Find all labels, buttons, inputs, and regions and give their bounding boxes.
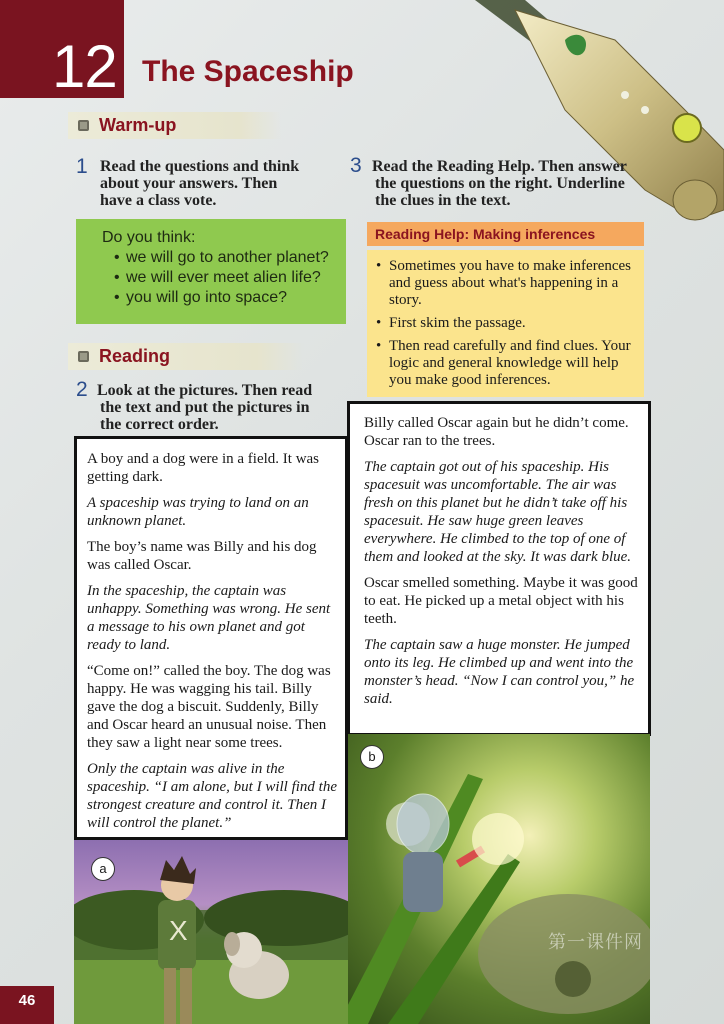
story-paragraph: “Come on!” called the boy. The dog was happy. He was wagging his tail. Billy gave the dog a biscuit. Suddenly, Billy and Oscar heard an unusual noise. Then they saw a light near some trees. bbox=[87, 663, 331, 751]
story-paragraph: Billy called Oscar again but he didn’t come. Oscar ran to the trees. bbox=[364, 415, 629, 449]
reading-help-title: Reading Help: Making inferences bbox=[367, 222, 644, 246]
warmup-label: Warm-up bbox=[99, 115, 177, 135]
question-item: • you will go into space? bbox=[114, 288, 346, 308]
watermark: 第一课件网 bbox=[548, 932, 643, 952]
picture-a-label: a bbox=[91, 857, 115, 881]
picture-b bbox=[348, 734, 650, 1024]
story-paragraph: A spaceship was trying to land on an unknown planet. bbox=[87, 495, 309, 529]
reading-help-item: • Then read carefully and find clues. Your logic and general knowledge will help you make good inferences. bbox=[371, 338, 636, 389]
reading-help-item: • Sometimes you have to make inferences and guess about what's happening in a story. bbox=[371, 258, 636, 309]
reading-help-box bbox=[367, 250, 644, 397]
page-title: The Spaceship bbox=[142, 55, 354, 88]
svg-text:X: X bbox=[169, 915, 188, 946]
question-intro: Do you think: bbox=[102, 229, 196, 246]
story-paragraph: The captain saw a huge monster. He jumped onto its leg. He climbed up and went into the monster’s head. “Now I can control you,” he said. bbox=[364, 637, 635, 707]
reading-label: Reading bbox=[99, 346, 171, 366]
task-1-number: 1 bbox=[76, 155, 88, 178]
task-1-line: have a class vote. bbox=[100, 192, 217, 209]
boy-and-dog-illustration bbox=[74, 840, 348, 1024]
story-box-right bbox=[347, 401, 651, 736]
story-paragraph: Only the captain was alive in the spaceship. “I am alone, but I will find the strongest creature and control it. Then I will control the planet.” bbox=[87, 761, 337, 831]
story-box-left bbox=[74, 436, 348, 840]
task-2-line: Look at the pictures. Then read bbox=[97, 382, 313, 399]
section-bullet-icon bbox=[78, 351, 89, 362]
question-item: • we will go to another planet? bbox=[114, 248, 346, 268]
captain-on-leaf-illustration bbox=[348, 734, 650, 1024]
task-1-instructions bbox=[100, 158, 340, 209]
unit-number: 12 bbox=[52, 33, 117, 100]
section-bullet-icon bbox=[78, 120, 89, 131]
task-2-line: the text and put the pictures in bbox=[100, 399, 310, 416]
task-3-instructions bbox=[372, 158, 672, 209]
warmup-question-box bbox=[76, 219, 346, 324]
task-2-number: 2 bbox=[76, 378, 88, 401]
reading-section-header bbox=[68, 343, 304, 370]
task-2-instructions bbox=[97, 382, 347, 433]
story-paragraph: The captain got out of his spaceship. His spacesuit was uncomfortable. The air was fresh on this planet but he didn’t take off his spacesuit. He saw huge green leaves everywhere. He climbed to the top of one of them and looked at the sky. It was dark blue. bbox=[364, 459, 632, 565]
reading-help-item: • First skim the passage. bbox=[371, 315, 636, 332]
task-1-line: about your answers. Then bbox=[100, 175, 278, 192]
page-number: 46 bbox=[18, 992, 36, 1009]
task-3-line: Read the Reading Help. Then answer bbox=[372, 158, 627, 175]
task-3-line: the questions on the right. Underline bbox=[375, 175, 625, 192]
picture-b-label: b bbox=[360, 745, 384, 769]
story-paragraph: A boy and a dog were in a field. It was getting dark. bbox=[87, 451, 320, 485]
warmup-section-header bbox=[68, 112, 282, 139]
task-3-line: the clues in the text. bbox=[375, 192, 511, 209]
question-item: • we will ever meet alien life? bbox=[114, 268, 346, 288]
story-paragraph: The boy’s name was Billy and his dog was called Oscar. bbox=[87, 539, 317, 573]
story-paragraph: In the spaceship, the captain was unhappy. Something was wrong. He sent a message to his own planet and got ready to land. bbox=[87, 583, 331, 653]
task-1-line: Read the questions and think bbox=[100, 158, 300, 175]
task-3-number: 3 bbox=[350, 154, 362, 177]
story-paragraph: Oscar smelled something. Maybe it was good to eat. He picked up a metal object with his teeth. bbox=[364, 575, 638, 627]
task-2-line: the correct order. bbox=[100, 416, 219, 433]
picture-a bbox=[74, 840, 348, 1024]
